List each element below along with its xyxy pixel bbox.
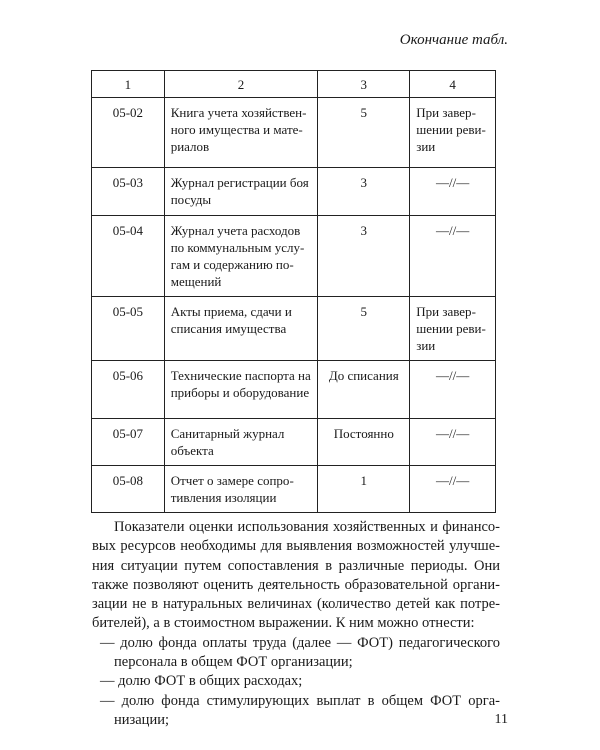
running-head: Окончание табл. bbox=[399, 32, 508, 48]
row-note: —//— bbox=[410, 419, 496, 466]
row-note: —//— bbox=[410, 216, 496, 297]
row-code: 05-05 bbox=[92, 297, 165, 361]
column-header: 4 bbox=[410, 71, 496, 98]
table-row bbox=[92, 466, 496, 513]
table-header-row bbox=[92, 71, 496, 98]
row-note: —//— bbox=[410, 361, 496, 419]
body-text bbox=[92, 518, 500, 730]
table-row bbox=[92, 98, 496, 168]
body-paragraph: Показатели оценки использования хозяйственных и финансовых ресурсов необходимы для выявления возможностей улучшения ситуации путем сопоставления в различные периоды. Они также позволяют оценить деятельность образовательной организации не в натуральных величинах (количество детей как потребителей), а в стоимостном выражении. К ним можно отнести: bbox=[92, 519, 500, 632]
list-item: — долю ФОТ в общих расходах; bbox=[100, 673, 303, 690]
row-retention: 1 bbox=[318, 466, 410, 513]
row-retention: До списания bbox=[318, 361, 410, 419]
list-item: — долю фонда стимулирующих выплат в общем ФОТ организации; bbox=[100, 692, 500, 728]
row-code: 05-08 bbox=[92, 466, 165, 513]
row-retention: 5 bbox=[318, 297, 410, 361]
row-code: 05-07 bbox=[92, 419, 165, 466]
row-retention: 3 bbox=[318, 216, 410, 297]
list-item: — долю фонда оплаты труда (далее — ФОТ) педагогического персонала в общем ФОТ организации; bbox=[100, 634, 500, 671]
row-title: Книга учета хозяйственного имущества и материалов bbox=[164, 98, 318, 168]
row-retention: Постоянно bbox=[318, 419, 410, 466]
row-title: Журнал регистрации боя посуды bbox=[164, 168, 318, 216]
row-title: Технические паспорта на приборы и оборудование bbox=[164, 361, 318, 419]
column-header: 1 bbox=[92, 71, 165, 98]
table-row bbox=[92, 168, 496, 216]
row-note: —//— bbox=[410, 168, 496, 216]
indicator-list bbox=[92, 634, 500, 730]
row-retention: 3 bbox=[318, 168, 410, 216]
row-title: Журнал учета расходов по коммунальным услугам и содержанию помещений bbox=[164, 216, 318, 297]
row-code: 05-04 bbox=[92, 216, 165, 297]
table-row bbox=[92, 361, 496, 419]
row-code: 05-06 bbox=[92, 361, 165, 419]
row-code: 05-03 bbox=[92, 168, 165, 216]
column-header: 3 bbox=[318, 71, 410, 98]
row-title: Отчет о замере сопротивления изоляции bbox=[164, 466, 318, 513]
column-header: 2 bbox=[164, 71, 318, 98]
table-row bbox=[92, 297, 496, 361]
table-row bbox=[92, 419, 496, 466]
row-title: Санитарный журнал объекта bbox=[164, 419, 318, 466]
table-row bbox=[92, 216, 496, 297]
row-note: При завершении ревизии bbox=[410, 297, 496, 361]
row-code: 05-02 bbox=[92, 98, 165, 168]
records-table bbox=[91, 70, 496, 513]
page-number: 11 bbox=[494, 712, 508, 727]
row-note: —//— bbox=[410, 466, 496, 513]
row-title: Акты приема, сдачи и списания имущества bbox=[164, 297, 318, 361]
row-note: При завершении ревизии bbox=[410, 98, 496, 168]
row-retention: 5 bbox=[318, 98, 410, 168]
